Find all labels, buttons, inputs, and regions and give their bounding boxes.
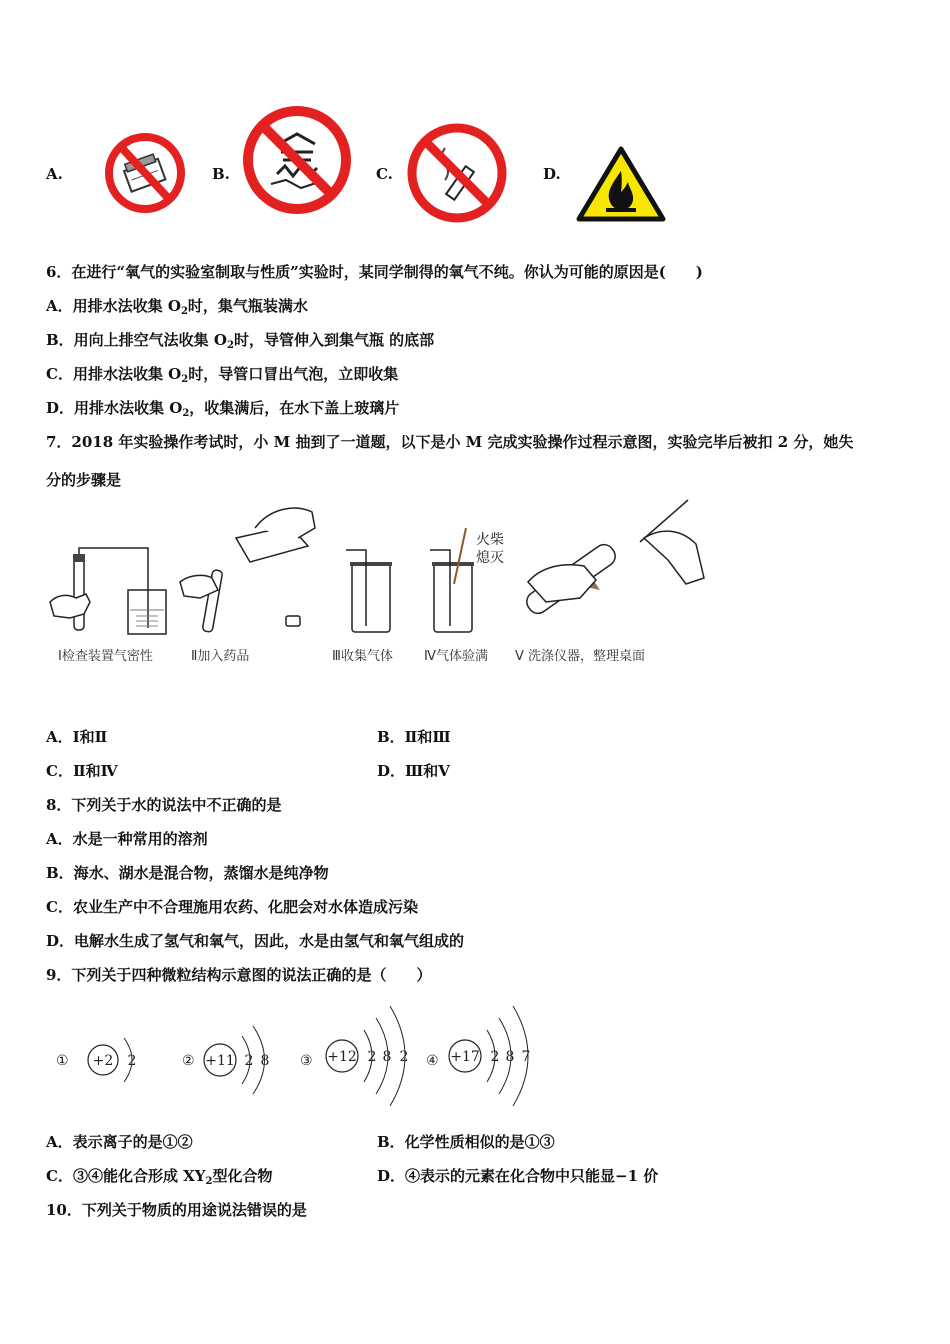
- atom-2-shell-1: 2: [244, 1053, 254, 1069]
- q6-option-b: B．用向上排空气法收集 $O_2$时，导管伸入到集气瓶 的底部: [46, 331, 435, 351]
- atom-3-shell-1: 2: [367, 1049, 377, 1065]
- atom-3-nucleus: +12: [327, 1049, 357, 1065]
- atom-4-shell-3: 7: [521, 1049, 531, 1065]
- step-v-illustration: [523, 500, 704, 617]
- no-smoking-sign-icon: [405, 120, 510, 226]
- q9-stem: 9．下列关于四种微粒结构示意图的说法正确的是（ ）: [46, 966, 432, 984]
- q9-option-a: A．表示离子的是①②: [46, 1133, 193, 1151]
- q9-option-d: D．④表示的元素在化合物中只能显−1 价: [377, 1167, 659, 1185]
- q8-option-d: D．电解水生成了氢气和氧气，因此，水是由氢气和氧气组成的: [46, 932, 465, 950]
- no-burning-waste-sign-icon: [241, 104, 353, 216]
- no-fireworks-sign-icon: [104, 120, 186, 226]
- atom-structure-diagrams: [46, 998, 546, 1118]
- q5-option-c-label: C.: [376, 165, 393, 183]
- atom-diagram-2: [182, 1026, 269, 1094]
- q8-option-b: B．海水、湖水是混合物，蒸馏水是纯净物: [46, 864, 329, 882]
- q7-stem-line1: 7．2018 年实验操作考试时，小 M 抽到了一道题，以下是小 M 完成实验操作过程示意图，实验完毕后被扣 2 分，她失: [46, 433, 854, 451]
- atom-4-label: ④: [426, 1053, 439, 1069]
- q6-option-a: A．用排水法收集 $O_2$时，集气瓶装满水: [46, 297, 308, 317]
- q7-option-b: B．Ⅱ和Ⅲ: [377, 728, 451, 746]
- q10-stem: 10．下列关于物质的用途说法错误的是: [46, 1201, 307, 1219]
- q6-option-d: D．用排水法收集 $O_2$，收集满后，在水下盖上玻璃片: [46, 399, 400, 419]
- step-iv-illustration: [430, 528, 504, 632]
- caption-step-ii: Ⅱ加入药品: [191, 649, 250, 664]
- caption-step-i: Ⅰ检查装置气密性: [58, 649, 153, 664]
- step-ii-illustration: [180, 508, 315, 632]
- atom-2-nucleus: +11: [205, 1053, 235, 1069]
- caption-step-iii: Ⅲ收集气体: [332, 649, 393, 664]
- q7-option-c: C．Ⅱ和Ⅳ: [46, 762, 118, 780]
- q5-option-d-label: D.: [543, 165, 561, 183]
- q8-stem: 8．下列关于水的说法中不正确的是: [46, 796, 282, 814]
- atom-3-shell-3: 2: [399, 1049, 409, 1065]
- q7-option-a: A．Ⅰ和Ⅱ: [46, 728, 108, 746]
- q5-option-b-label: B.: [212, 165, 230, 183]
- q6-option-c: C．用排水法收集 $O_2$时，导管口冒出气泡，立即收集: [46, 365, 399, 385]
- q9-option-c: C．③④能化合形成 $XY_2$型化合物: [46, 1167, 273, 1187]
- atom-3-shell-2: 8: [382, 1049, 392, 1065]
- match-label-line1: 火柴: [476, 532, 504, 548]
- atom-1-nucleus: +2: [92, 1053, 114, 1069]
- caption-step-v: Ⅴ 洗涤仪器，整理桌面: [515, 649, 646, 664]
- q6-stem: 6．在进行“氧气的实验室制取与性质”实验时，某同学制得的氧气不纯。你认为可能的原因是( ): [46, 263, 703, 281]
- q8-option-a: A．水是一种常用的溶剂: [46, 830, 208, 848]
- q5-option-a-label: A.: [46, 165, 63, 183]
- atom-4-nucleus: +17: [450, 1049, 480, 1065]
- flammable-warning-sign-icon: [576, 146, 666, 222]
- q8-option-c: C．农业生产中不合理施用农药、化肥会对水体造成污染: [46, 898, 418, 916]
- q7-option-d: D．Ⅲ和Ⅴ: [377, 762, 450, 780]
- q7-stem-line2: 分的步骤是: [46, 471, 122, 489]
- atom-diagram-3: [300, 1006, 408, 1106]
- atom-diagram-4: [426, 1006, 530, 1106]
- atom-3-label: ③: [300, 1053, 313, 1069]
- atom-4-shell-1: 2: [490, 1049, 500, 1065]
- q9-option-b: B．化学性质相似的是①③: [377, 1133, 555, 1151]
- atom-2-label: ②: [182, 1053, 195, 1069]
- atom-4-shell-2: 8: [505, 1049, 515, 1065]
- experiment-steps-figure: [40, 498, 720, 643]
- step-iii-illustration: [346, 550, 392, 632]
- atom-1-shell-1: 2: [127, 1053, 137, 1069]
- atom-diagram-1: [56, 1038, 136, 1082]
- atom-2-shell-2: 8: [260, 1053, 270, 1069]
- caption-step-iv: Ⅳ气体验满: [424, 649, 488, 664]
- step-i-illustration: [50, 548, 166, 634]
- match-label-line2: 熄灭: [476, 550, 504, 566]
- atom-1-label: ①: [56, 1053, 69, 1069]
